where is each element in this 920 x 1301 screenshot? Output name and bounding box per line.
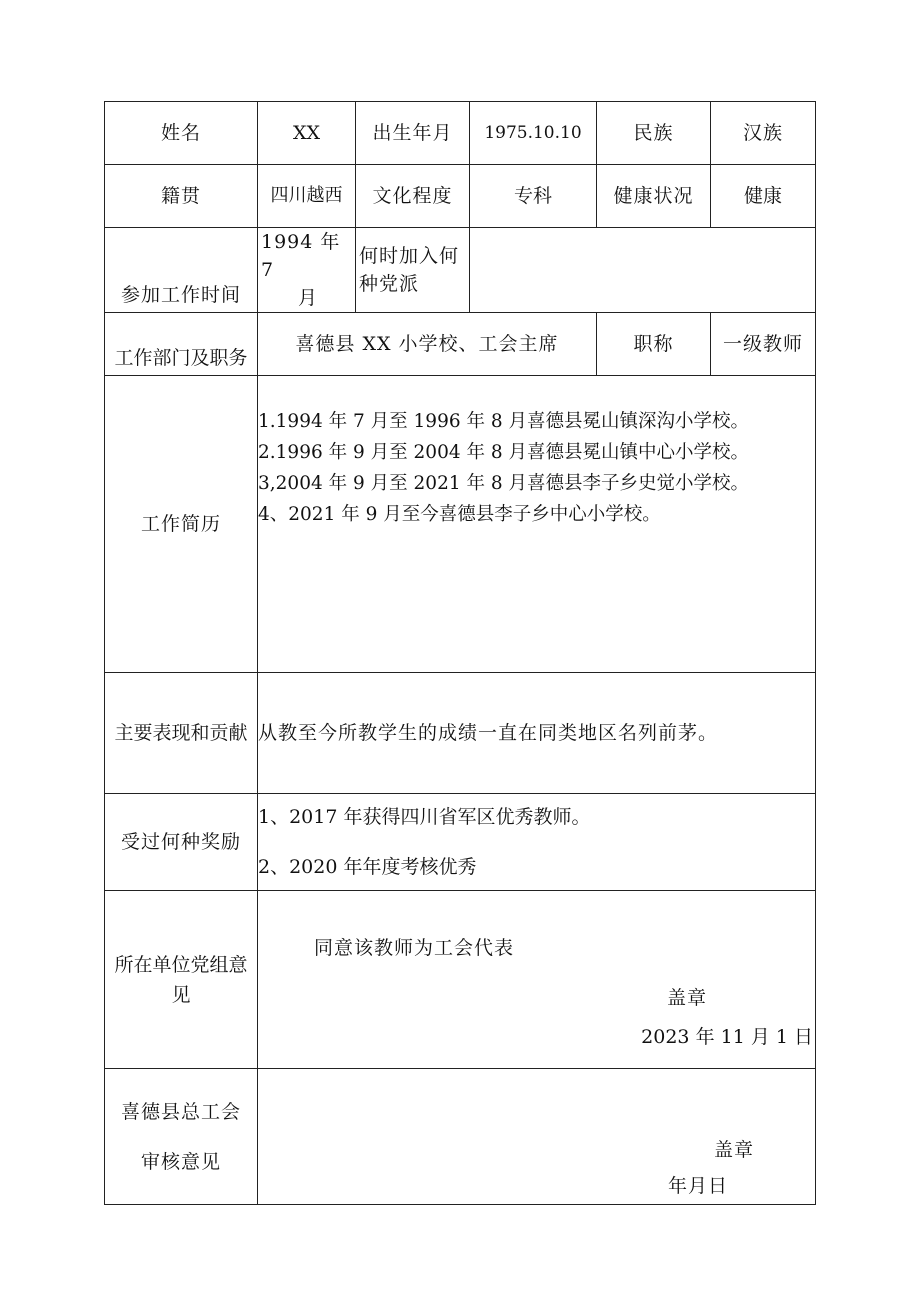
native-place-label: 籍贯 (105, 165, 258, 228)
party-opinion-text: 同意该教师为工会代表 (314, 937, 515, 959)
form-row-resume (105, 376, 816, 673)
union-opinion-label-line-1: 喜德县总工会 (120, 1100, 241, 1123)
resume-line: 3,2004 年 9 月至 2021 年 8 月喜德县李子乡史觉小学校。 (258, 473, 750, 494)
party-label-line-1: 何时加入何 (359, 245, 460, 267)
party-opinion-seal: 盖章 (667, 987, 708, 1009)
work-start-label: 参加工作时间 (105, 228, 258, 313)
union-date: 年月日 (668, 1175, 729, 1197)
education-value: 专科 (470, 165, 597, 228)
native-place-value: 四川越西 (258, 165, 356, 228)
party-label (356, 228, 470, 313)
party-opinion-label-line-2: 见 (171, 983, 191, 1006)
form-row-awards (105, 794, 816, 891)
form-row-work-start (105, 228, 816, 313)
resume-content (258, 376, 816, 673)
health-value: 健康 (711, 165, 816, 228)
department-value: 喜德县 XX 小学校、工会主席 (258, 313, 597, 376)
performance-value: 从教至今所教学生的成绩一直在同类地区名列前茅。 (258, 673, 816, 794)
work-start-value-line-2: 月 (298, 287, 319, 309)
party-opinion-date: 2023 年 11 月 1 日 (641, 1026, 813, 1048)
party-opinion-content (258, 891, 816, 1069)
resume-line: 4、2021 年 9 月至今喜德县李子乡中心小学校。 (258, 504, 661, 525)
work-start-value (258, 228, 356, 313)
party-opinion-label-line-1: 所在单位党组意 (114, 953, 248, 976)
ethnicity-value: 汉族 (711, 102, 816, 165)
form-row-basic-2 (105, 165, 816, 228)
birth-label: 出生年月 (356, 102, 470, 165)
form-row-basic-1 (105, 102, 816, 165)
form-row-party-opinion (105, 891, 816, 1069)
awards-content (258, 794, 816, 891)
name-label: 姓名 (105, 102, 258, 165)
awards-label: 受过何种奖励 (105, 794, 258, 891)
form-row-department (105, 313, 816, 376)
union-opinion-label-line-2: 审核意见 (140, 1150, 221, 1173)
party-opinion-label (105, 891, 258, 1069)
party-value (470, 228, 816, 313)
title-value: 一级教师 (711, 313, 816, 376)
registration-form-table (104, 101, 816, 1205)
resume-line: 2.1996 年 9 月至 2004 年 8 月喜德县冕山镇中心小学校。 (258, 442, 750, 463)
resume-line: 1.1994 年 7 月至 1996 年 8 月喜德县冕山镇深沟小学校。 (258, 411, 750, 432)
form-row-performance (105, 673, 816, 794)
party-label-line-2: 种党派 (359, 273, 420, 295)
union-opinion-label (105, 1069, 258, 1205)
union-opinion-content (258, 1069, 816, 1205)
work-start-value-line-1: 1994 年 7 (261, 231, 341, 281)
department-label: 工作部门及职务 (105, 313, 258, 376)
form-row-union-opinion (105, 1069, 816, 1205)
birth-value: 1975.10.10 (470, 102, 597, 165)
award-item: 2、2020 年年度考核优秀 (258, 856, 477, 878)
resume-label: 工作简历 (105, 376, 258, 673)
ethnicity-label: 民族 (597, 102, 711, 165)
award-item: 1、2017 年获得四川省军区优秀教师。 (258, 806, 591, 828)
union-seal: 盖章 (714, 1139, 755, 1161)
title-label: 职称 (597, 313, 711, 376)
health-label: 健康状况 (597, 165, 711, 228)
name-value: XX (258, 102, 356, 165)
performance-label: 主要表现和贡献 (105, 673, 258, 794)
education-label: 文化程度 (356, 165, 470, 228)
